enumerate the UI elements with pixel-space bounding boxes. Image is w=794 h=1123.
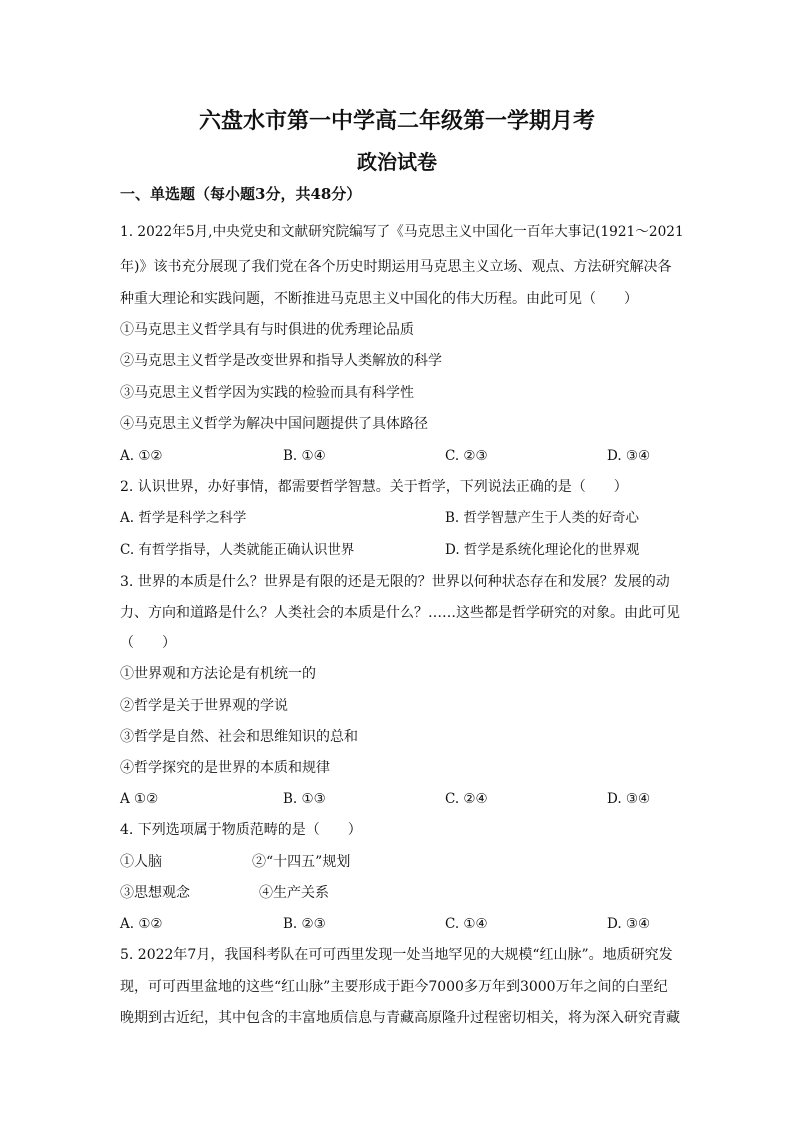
q3-stem-line-2: 力、方向和道路是什么？人类社会的本质是什么？……这些都是哲学研究的对象。由此可见: [120, 605, 680, 621]
q3-stem-line-3: （ ）: [120, 635, 176, 651]
q4-stem: 4. 下列选项属于物质范畴的是（ ）: [120, 822, 362, 838]
q2-option-d: D. 哲学是系统化理论化的世界观: [445, 542, 640, 558]
q1-item-3: ③马克思主义哲学因为实践的检验而具有科学性: [120, 385, 414, 401]
q4-option-d: D. ③④: [607, 916, 651, 932]
q3-item-1: ①世界观和方法论是有机统一的: [120, 666, 316, 682]
q3-item-3: ③哲学是自然、社会和思维知识的总和: [120, 729, 358, 745]
q4-option-c: C. ①④: [445, 916, 488, 932]
q2-option-a: A. 哲学是科学之科学: [120, 510, 247, 526]
q2-option-c: C. 有哲学指导，人类就能正确认识世界: [120, 542, 355, 558]
q4-item-2: ②“十四五”规划: [252, 854, 351, 870]
q1-option-b: B. ①④: [283, 448, 326, 464]
section-heading: 一、单选题（每小题3分，共48分）: [120, 185, 362, 203]
q4-item-3: ③思想观念: [120, 885, 190, 901]
q4-option-b: B. ②③: [283, 916, 326, 932]
q1-item-4: ④马克思主义哲学为解决中国问题提供了具体路径: [120, 416, 428, 432]
q4-option-a: A. ①②: [120, 916, 163, 932]
q1-stem-line-3: 种重大理论和实践问题，不断推进马克思主义中国化的伟大历程。由此可见（ ）: [120, 291, 638, 307]
q5-stem-line-3: 晚期到古近纪，其中包含的丰富地质信息与青藏高原隆升过程密切相关，将为深入研究青藏: [120, 1010, 680, 1026]
q3-item-4: ④哲学探究的是世界的本质和规律: [120, 760, 330, 776]
q3-option-d: D. ③④: [607, 791, 651, 807]
q4-item-4: ④生产关系: [259, 885, 329, 901]
q1-option-d: D. ③④: [607, 448, 651, 464]
q3-option-a: A ①②: [120, 791, 159, 807]
exam-subtitle: 政治试卷: [357, 150, 437, 174]
q2-stem: 2. 认识世界，办好事情，都需要哲学智慧。关于哲学，下列说法正确的是（ ）: [120, 479, 628, 495]
exam-title: 六盘水市第一中学高二年级第一学期月考: [198, 108, 595, 134]
q1-stem-line-2: 年)》该书充分展现了我们党在各个历史时期运用马克思主义立场、观点、方法研究解决各: [120, 259, 672, 275]
q4-item-1: ①人脑: [120, 854, 162, 870]
q1-stem-line-1: 1. 2022年5月,中央党史和文献研究院编写了《马克思主义中国化一百年大事记(1921～2021: [120, 224, 684, 240]
q3-option-b: B. ①③: [283, 791, 326, 807]
q3-option-c: C. ②④: [445, 791, 488, 807]
q2-option-b: B. 哲学智慧产生于人类的好奇心: [445, 510, 640, 526]
q3-stem-line-1: 3. 世界的本质是什么？世界是有限的还是无限的？世界以何种状态存在和发展？发展的动: [120, 574, 670, 590]
q3-item-2: ②哲学是关于世界观的学说: [120, 698, 288, 714]
q5-stem-line-1: 5. 2022年7月，我国科考队在可可西里发现一处当地罕见的大规模“红山脉”。地质研究发: [120, 947, 673, 963]
q5-stem-line-2: 现，可可西里盆地的这些“红山脉”主要形成于距今7000多万年到3000万年之间的白垩纪: [120, 979, 668, 995]
q1-option-c: C. ②③: [445, 448, 488, 464]
q1-item-2: ②马克思主义哲学是改变世界和指导人类解放的科学: [120, 353, 442, 369]
q1-item-1: ①马克思主义哲学具有与时俱进的优秀理论品质: [120, 322, 414, 338]
q1-option-a: A. ①②: [120, 448, 163, 464]
